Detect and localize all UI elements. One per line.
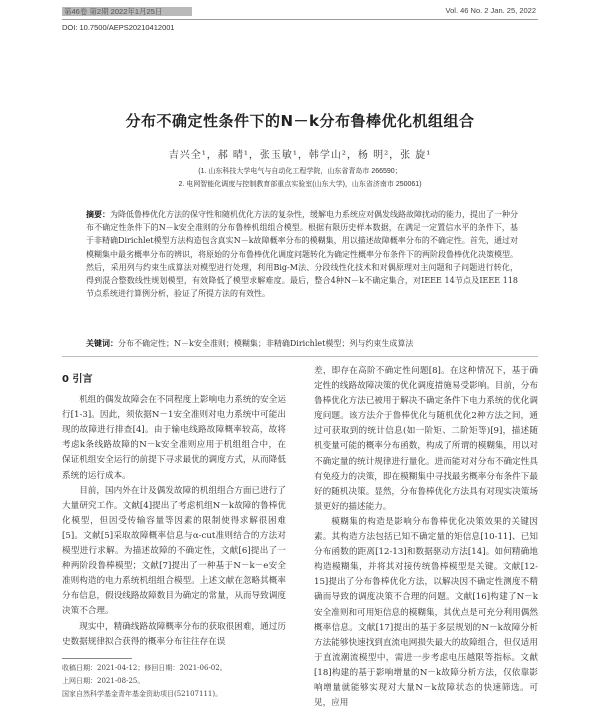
body-column-left [62, 364, 286, 650]
paragraph: 目前，国内外在计及偶发故障的机组组合方面已进行了大量研究工作。文献[4]提出了考虑机组N－k故障的鲁棒优化模型，但因受传输容量等因素的限制使得求解很困难[5]。文献[5]采取故障概率信息与α-cut准则结合的方法对模型进行求解。为描述故障的不确定性，文献[6]提出了一种两阶段鲁棒模型；文献[7]提出了一种基于N－k－e安全准则构造的电力系统机组组合模型。上述文献在忽略其概率分布信息，假设线路故障数目为确定的常量，从而导致调度决策不合理。 [62, 485, 286, 617]
header-rule [62, 19, 538, 20]
abstract [86, 208, 518, 300]
doi: DOI: 10.7500/AEPS20210412001 [62, 23, 175, 32]
section-heading-introduction: 0 引言 [62, 374, 93, 385]
keywords [86, 338, 518, 349]
footnote-funding: 国家自然科学基金青年基金资助项目(52107111)。 [62, 690, 223, 698]
paragraph: 现实中，精确线路故障概率分布的获取很困难，通过历史数据规律拟合获得的概率分布往往存在误 [62, 621, 286, 647]
footnote-online: 上网日期：2021-08-25。 [62, 677, 145, 685]
journal-issue-cn: 第46卷 第2期 2022年1月25日 [64, 7, 163, 16]
abstract-label: 摘要： [86, 209, 110, 219]
keywords-text: 分布不确定性；N－k安全准则；模糊集；非精确Dirichlet模型；列与约束生成算法 [118, 339, 414, 348]
paragraph: 差，即存在高阶不确定性问题[8]。在这种情况下，基于确定性的线路故障决策的优化调度措施易受影响。目前，分布鲁棒优化方法已被用于解决不确定条件下电力系统的优化调度问题。该方法介于鲁棒优化与随机优化2种方法之间，通过可获取到的统计信息(如一阶矩、二阶矩等)[9]，描述随机变量可能的概率分布函数，构成了所谓的模糊集，用以对不确定量的统计规律进行量化。进而能对对分布不确定性具有免疫力的决策，即在模糊集中寻找最劣概率分布条件下最好的随机决策。显然，分布鲁棒优化方法具有对现实决策场景更好的描述能力。 [314, 366, 538, 512]
footnote-rule [62, 658, 132, 659]
journal-issue-en: Vol. 46 No. 2 Jan. 25, 2022 [445, 6, 536, 15]
keywords-label: 关键词： [86, 338, 118, 348]
author-list: 吉兴全¹，郝 晴¹，张玉敏¹，韩学山²，杨 明²，张 旋¹ [168, 150, 432, 161]
affiliation-1: (1. 山东科技大学电气与自动化工程学院，山东省青岛市 266590； [198, 168, 402, 175]
footnote-received: 收稿日期：2021-04-12；修回日期：2021-06-02。 [62, 664, 227, 672]
paragraph: 机组的偶发故障会在不同程度上影响电力系统的安全运行[1-3]。因此，须依据N－1安全准则对电力系统中可能出现的故障进行排查[4]。由于输电线路故障概率较高，故将考虑k条线路故障的N－k安全准则应用于机组组合中，在保证机组安全运行的前提下寻求最优的调度方式，从而降低系统的运行成本。 [62, 395, 286, 481]
abstract-text: 为降低鲁棒优化方法的保守性和随机优化方法的复杂性，缓解电力系统应对偶发线路故障扰动的能力，提出了一种分布不确定性条件下的N－k安全准则的分布鲁棒机组组合模型。根据有限历史样本数据，在满足一定置信水平的条件下，基于非精确Dirichlet模型方法构造包含真实N－k故障概率分布的模糊集，用以描述故障概率分布的不确定性。首先，通过对模糊集中最劣概率分布的辨识，将原始的分布鲁棒优化调度问题转化为确定性概率分布条件下的两阶段鲁棒优化决策模型。然后，采用列与约束生成算法对模型进行处理，利用Big-M法、分段线性化技术和对偶原理对主问题和子问题进行转化，得到混合整数线性规划模型，有效降低了模型求解难度。最后，整合4种N－k不确定集合，对IEEE 14节点及IEEE 118节点系统进行算例分析，验证了所提方法的有效性。 [86, 210, 518, 299]
abstract-divider [62, 356, 538, 357]
paragraph: 模糊集的构造是影响分布鲁棒优化决策效果的关键因素。其构造方法包括已知不确定量的矩信息[10-11]、已知分布函数的距离[12-13]和数据驱动方法[14]。如何精确地构造模糊集，并将其对接传统鲁棒模型是关键。文献[12-15]提出了分布鲁棒优化方法，以解决因不确定性测度不精确而导致的调度决策不合理的问题。文献[16]构建了N－k安全准则和可用矩信息的模糊集，其优点是可充分利用偶然概率信息。文献[17]提出的基于多层规划的N－k故障分析方法能够快速找到直流电网损失最大的故障组合，但仅适用于直流潮流模型中，需进一步考虑电压越限等指标。文献[18]构建的基于影响增量的N－k故障分析方法，仅依靠影响增量就能够实现对大量N－k故障状态的快速筛选。可见，应用 [314, 516, 538, 709]
body-column-right [314, 364, 538, 711]
paper-title: 分布不确定性条件下的N－k分布鲁棒优化机组组合 [125, 112, 475, 130]
affiliation-2: 2. 电网智能化调度与控制教育部重点实验室(山东大学)，山东省济南市 250061) [178, 181, 422, 188]
